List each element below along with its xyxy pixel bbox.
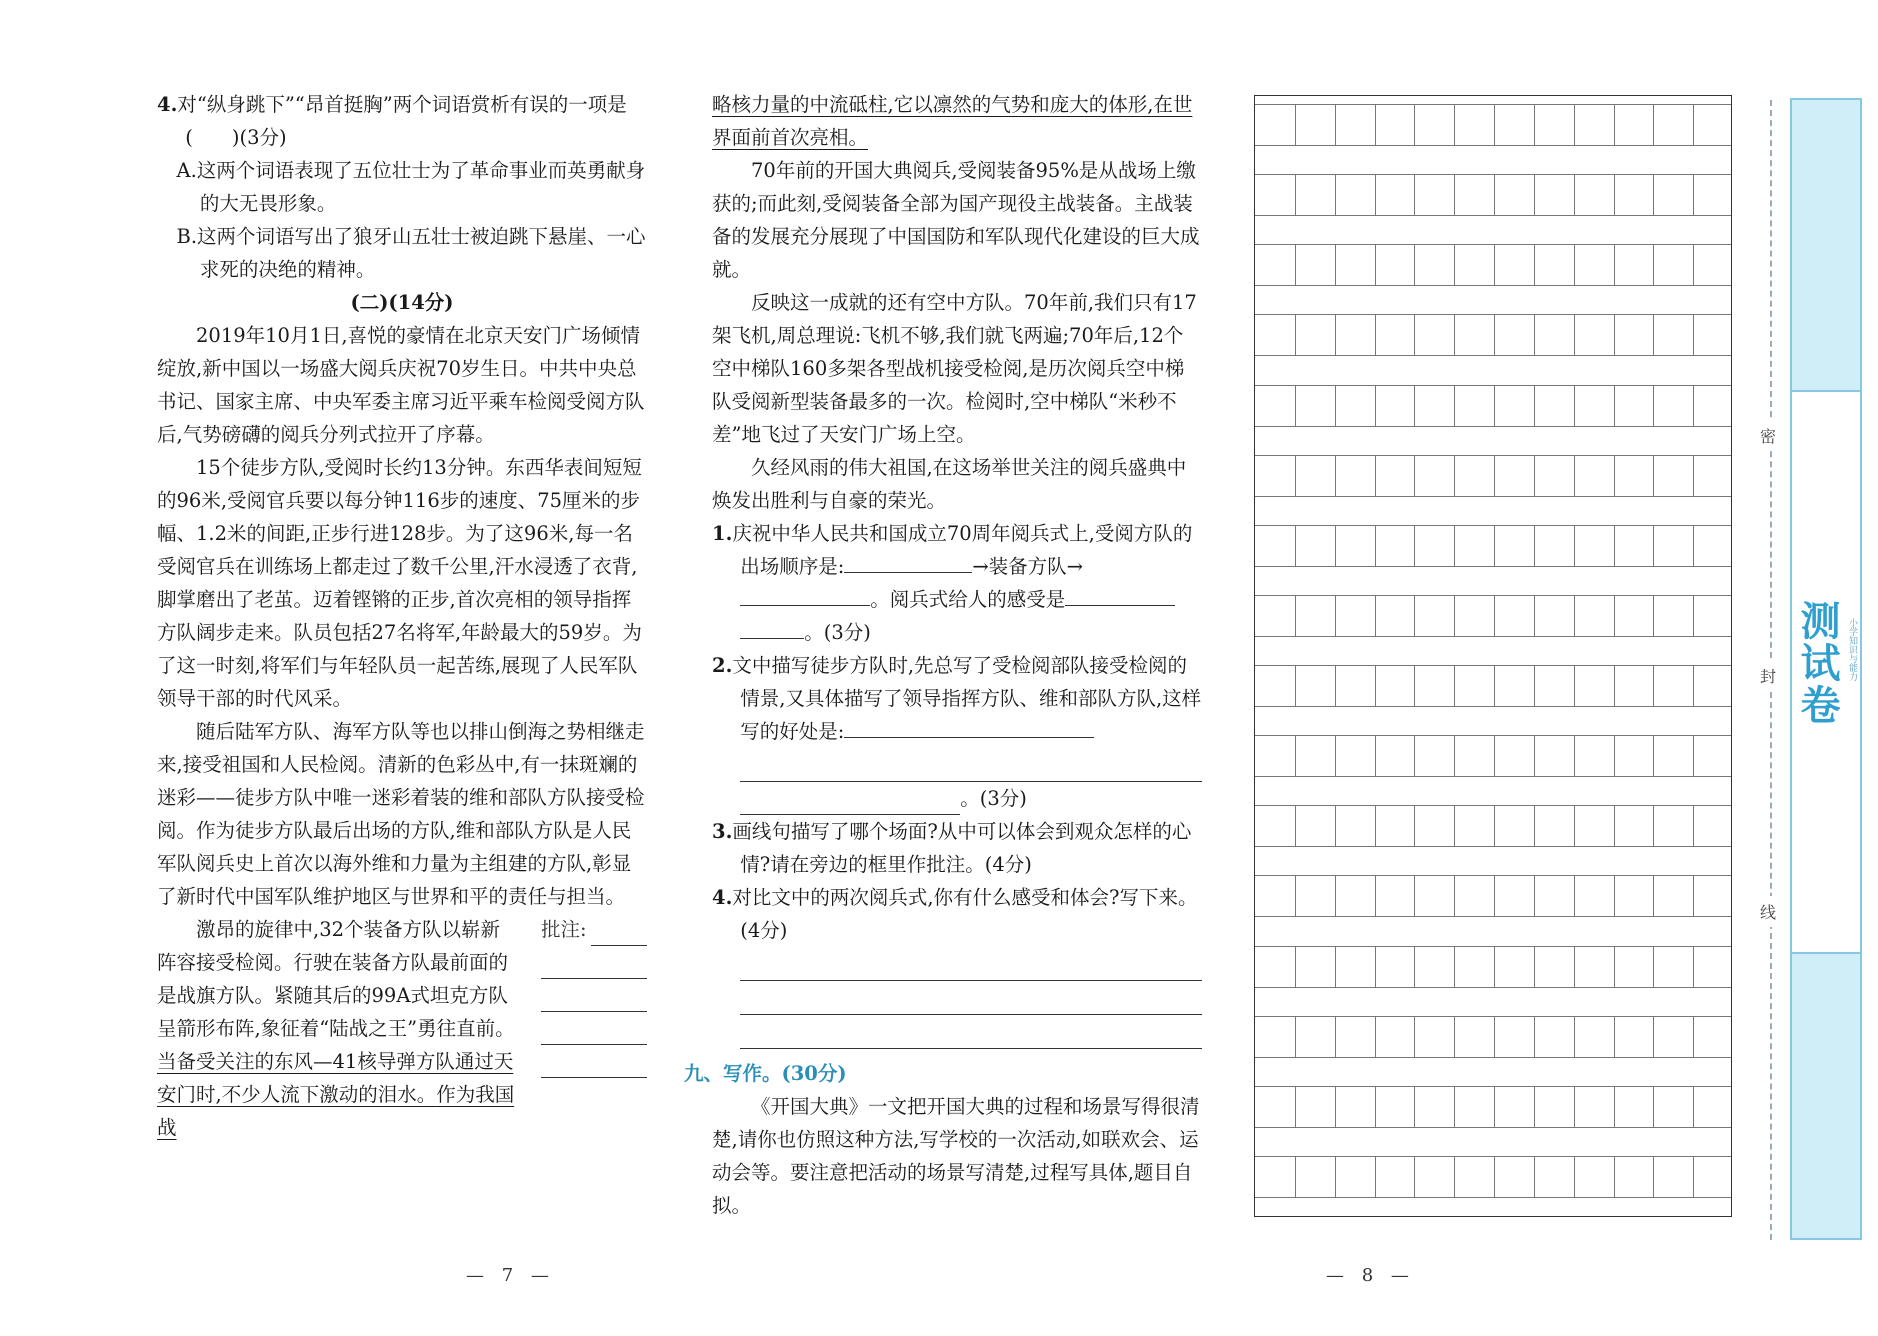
- grid-cell-divider: [1414, 596, 1415, 636]
- grid-cell-divider: [1614, 456, 1615, 496]
- grid-cell-divider: [1653, 1157, 1654, 1197]
- grid-cell-divider: [1295, 386, 1296, 426]
- grid-cell-divider: [1653, 806, 1654, 846]
- grid-cell-divider: [1653, 245, 1654, 285]
- grid-cell-divider: [1375, 876, 1376, 916]
- grid-cell-divider: [1454, 806, 1455, 846]
- grid-cell-divider: [1494, 245, 1495, 285]
- grid-cell-divider: [1693, 947, 1694, 987]
- annotation-line[interactable]: [541, 979, 647, 1012]
- grid-cell-divider: [1335, 736, 1336, 776]
- grid-row: [1255, 104, 1731, 146]
- question-2: [712, 649, 1202, 748]
- grid-cell-divider: [1295, 1017, 1296, 1057]
- grid-cell-divider: [1454, 105, 1455, 145]
- grid-cell-divider: [1295, 526, 1296, 566]
- grid-cell-divider: [1534, 876, 1535, 916]
- question-3-text: 画线句描写了哪个场面?从中可以体会到观众怎样的心情?请在旁边的框里作批注。(4分): [732, 820, 1192, 876]
- grid-cell-divider: [1574, 736, 1575, 776]
- answer-blank[interactable]: [740, 583, 870, 606]
- grid-row: [1255, 665, 1731, 707]
- answer-line[interactable]: [740, 981, 1202, 1015]
- grid-cell-divider: [1375, 806, 1376, 846]
- question-1: [712, 517, 1202, 649]
- grid-cell-divider: [1454, 1017, 1455, 1057]
- grid-cell-divider: [1494, 526, 1495, 566]
- underlined-sentence: 当备受关注的东风—41核导弹方队通过天安门时,不少人流下激动的泪水。: [157, 1050, 514, 1106]
- binding-char-envelope: 封: [1760, 660, 1776, 691]
- grid-cell-divider: [1614, 105, 1615, 145]
- grid-cell-divider: [1653, 947, 1654, 987]
- grid-cell-divider: [1693, 245, 1694, 285]
- grid-cell-divider: [1534, 1017, 1535, 1057]
- grid-cell-divider: [1375, 105, 1376, 145]
- grid-cell-divider: [1693, 666, 1694, 706]
- option-a: A.这两个词语表现了五位壮士为了革命事业而英勇献身的大无畏形象。: [176, 159, 646, 215]
- grid-cell-divider: [1614, 175, 1615, 215]
- grid-row: [1255, 385, 1731, 427]
- grid-cell-divider: [1614, 1157, 1615, 1197]
- question-2-number: 2.: [712, 654, 733, 677]
- grid-row: [1255, 1156, 1731, 1198]
- passage-paragraph-7: 久经风雨的伟大祖国,在这场举世关注的阅兵盛典中焕发出胜利与自豪的荣光。: [712, 456, 1187, 512]
- grid-cell-divider: [1335, 526, 1336, 566]
- grid-cell-divider: [1653, 1017, 1654, 1057]
- grid-cell-divider: [1574, 666, 1575, 706]
- grid-cell-divider: [1534, 666, 1535, 706]
- grid-cell-divider: [1414, 1087, 1415, 1127]
- grid-cell-divider: [1574, 806, 1575, 846]
- grid-cell-divider: [1614, 526, 1615, 566]
- grid-cell-divider: [1295, 105, 1296, 145]
- question-1-number: 1.: [712, 522, 733, 545]
- section-2-heading: (二)(14分): [350, 291, 454, 314]
- grid-cell-divider: [1335, 1157, 1336, 1197]
- grid-cell-divider: [1614, 1017, 1615, 1057]
- grid-cell-divider: [1375, 1157, 1376, 1197]
- grid-cell-divider: [1494, 666, 1495, 706]
- grid-cell-divider: [1375, 736, 1376, 776]
- grid-cell-divider: [1375, 1087, 1376, 1127]
- grid-cell-divider: [1534, 596, 1535, 636]
- grid-cell-divider: [1335, 245, 1336, 285]
- grid-row: [1255, 735, 1731, 777]
- grid-cell-divider: [1693, 315, 1694, 355]
- grid-cell-divider: [1454, 1087, 1455, 1127]
- grid-cell-divider: [1375, 666, 1376, 706]
- grid-cell-divider: [1375, 315, 1376, 355]
- grid-cell-divider: [1494, 736, 1495, 776]
- grid-cell-divider: [1335, 175, 1336, 215]
- option-b: B.这两个词语写出了狼牙山五壮士被迫跳下悬崖、一心求死的决绝的精神。: [176, 225, 646, 281]
- grid-cell-divider: [1534, 947, 1535, 987]
- question-4-stem: [157, 88, 647, 154]
- grid-cell-divider: [1574, 526, 1575, 566]
- grid-cell-divider: [1534, 105, 1535, 145]
- grid-cell-divider: [1375, 526, 1376, 566]
- grid-cell-divider: [1414, 105, 1415, 145]
- grid-cell-divider: [1295, 1157, 1296, 1197]
- grid-cell-divider: [1454, 1157, 1455, 1197]
- grid-cell-divider: [1653, 1087, 1654, 1127]
- grid-cell-divider: [1574, 245, 1575, 285]
- grid-cell-divider: [1414, 315, 1415, 355]
- binding-char-line: 线: [1760, 896, 1776, 927]
- grid-cell-divider: [1414, 1157, 1415, 1197]
- underlined-sentence-continued: 略核力量的中流砥柱,它以凛然的气势和庞大的体形,在世界面前首次亮相。: [712, 93, 1193, 149]
- grid-cell-divider: [1574, 1157, 1575, 1197]
- passage-paragraph-1: 2019年10月1日,喜悦的豪情在北京天安门广场倾情绽放,新中国以一场盛大阅兵庆祝70岁生日。中共中央总书记、国家主席、中央军委主席习近平乘车检阅受阅方队后,气势磅礴的阅兵分列式拉开了序幕。: [157, 324, 645, 446]
- answer-blank[interactable]: [844, 715, 1094, 738]
- question-4-text: 对“纵身跳下”“昂首挺胸”两个词语赏析有误的一项是( )(3分): [177, 93, 627, 149]
- question-4: [712, 881, 1202, 947]
- grid-cell-divider: [1414, 526, 1415, 566]
- grid-cell-divider: [1375, 947, 1376, 987]
- grid-row: [1255, 1086, 1731, 1128]
- passage-paragraph-2: 15个徒步方队,受阅时长约13分钟。东西华表间短短的96米,受阅官兵要以每分钟116步的速度、75厘米的步幅、1.2米的间距,正步行进128步。为了这96米,每一名受阅官兵在训练场上都走过了数千公里,汗水浸透了衣背,脚掌磨出了老茧。迈着铿锵的正步,首次亮相的领导指挥方队阔步走来。队员包括27名将军,年龄最大的59岁。为了这一时刻,将军们与年轻队员一起苦练,展现了人民军队领导干部的时代风采。: [157, 456, 642, 710]
- grid-cell-divider: [1653, 456, 1654, 496]
- passage-paragraph-6: 反映这一成就的还有空中方队。70年前,我们只有17架飞机,周总理说:飞机不够,我们就飞两遍;70年后,12个空中梯队160多架各型战机接受检阅,是历次阅兵空中梯队受阅新型装备最多的一次。检阅时,空中梯队“米秒不差”地飞过了天安门广场上空。: [712, 291, 1197, 446]
- grid-row: [1255, 455, 1731, 497]
- grid-cell-divider: [1454, 596, 1455, 636]
- grid-cell-divider: [1653, 386, 1654, 426]
- grid-cell-divider: [1614, 315, 1615, 355]
- grid-cell-divider: [1534, 806, 1535, 846]
- test-paper-title: 测试卷: [1794, 600, 1840, 726]
- grid-cell-divider: [1653, 175, 1654, 215]
- left-column: [157, 88, 647, 1144]
- writing-grid[interactable]: [1254, 95, 1732, 1217]
- grid-cell-divider: [1335, 666, 1336, 706]
- grid-cell-divider: [1494, 1087, 1495, 1127]
- grid-cell-divider: [1653, 666, 1654, 706]
- section-9-heading: 九、写作。(30分): [684, 1062, 847, 1085]
- grid-cell-divider: [1295, 876, 1296, 916]
- grid-cell-divider: [1653, 736, 1654, 776]
- answer-line[interactable]: [740, 947, 1202, 981]
- grid-cell-divider: [1414, 386, 1415, 426]
- question-3: [712, 815, 1202, 881]
- question-2-end: 。(3分): [960, 787, 1027, 810]
- grid-cell-divider: [1614, 386, 1615, 426]
- grid-cell-divider: [1414, 666, 1415, 706]
- grid-cell-divider: [1414, 456, 1415, 496]
- grid-cell-divider: [1693, 456, 1694, 496]
- middle-column: [684, 88, 1202, 1222]
- grid-cell-divider: [1534, 1087, 1535, 1127]
- grid-cell-divider: [1693, 175, 1694, 215]
- grid-cell-divider: [1335, 947, 1336, 987]
- grid-cell-divider: [1494, 175, 1495, 215]
- grid-cell-divider: [1375, 175, 1376, 215]
- grid-cell-divider: [1653, 876, 1654, 916]
- grid-cell-divider: [1574, 456, 1575, 496]
- grid-row: [1255, 1016, 1731, 1058]
- question-1-text-b: →装备方队→: [972, 555, 1084, 578]
- grid-cell-divider: [1574, 386, 1575, 426]
- grid-cell-divider: [1295, 1087, 1296, 1127]
- grid-cell-divider: [1574, 876, 1575, 916]
- grid-cell-divider: [1693, 806, 1694, 846]
- answer-blank[interactable]: [740, 616, 804, 639]
- grid-cell-divider: [1414, 1017, 1415, 1057]
- grid-cell-divider: [1454, 175, 1455, 215]
- annotation-label: 批注:: [541, 918, 587, 941]
- grid-cell-divider: [1614, 1087, 1615, 1127]
- question-3-number: 3.: [712, 820, 733, 843]
- annotation-box: [517, 913, 647, 1144]
- answer-line[interactable]: [740, 1015, 1202, 1049]
- grid-cell-divider: [1693, 1017, 1694, 1057]
- writing-prompt: 《开国大典》一文把开国大典的过程和场景写得很清楚,请你也仿照这种方法,写学校的一次活动,如联欢会、运动会等。要注意把活动的场景写清楚,过程写具体,题目自拟。: [712, 1095, 1200, 1217]
- grid-cell-divider: [1414, 876, 1415, 916]
- grid-cell-divider: [1414, 175, 1415, 215]
- grid-cell-divider: [1653, 105, 1654, 145]
- annotation-line[interactable]: [591, 923, 647, 946]
- grid-row: [1255, 595, 1731, 637]
- grid-cell-divider: [1534, 386, 1535, 426]
- question-1-text-d: 。(3分): [804, 621, 871, 644]
- grid-cell-divider: [1414, 947, 1415, 987]
- grid-cell-divider: [1335, 596, 1336, 636]
- grid-row: [1255, 314, 1731, 356]
- grid-cell-divider: [1574, 175, 1575, 215]
- grid-cell-divider: [1534, 736, 1535, 776]
- grid-cell-divider: [1693, 876, 1694, 916]
- grid-cell-divider: [1375, 596, 1376, 636]
- grid-cell-divider: [1614, 666, 1615, 706]
- test-paper-subtitle: 小学知识与能力: [1847, 618, 1857, 681]
- annotation-paragraph: [157, 913, 647, 1144]
- answer-line[interactable]: [740, 792, 960, 815]
- grid-cell-divider: [1574, 1017, 1575, 1057]
- grid-cell-divider: [1534, 456, 1535, 496]
- grid-cell-divider: [1574, 596, 1575, 636]
- grid-cell-divider: [1454, 666, 1455, 706]
- grid-cell-divider: [1454, 245, 1455, 285]
- grid-cell-divider: [1295, 245, 1296, 285]
- grid-cell-divider: [1375, 245, 1376, 285]
- grid-cell-divider: [1693, 105, 1694, 145]
- grid-cell-divider: [1454, 736, 1455, 776]
- grid-cell-divider: [1414, 736, 1415, 776]
- grid-cell-divider: [1574, 315, 1575, 355]
- grid-cell-divider: [1614, 806, 1615, 846]
- question-4-answer-lines: [712, 947, 1202, 1049]
- grid-cell-divider: [1653, 596, 1654, 636]
- passage-paragraph-3: 随后陆军方队、海军方队等也以排山倒海之势相继走来,接受祖国和人民检阅。清新的色彩丛中,有一抹斑斓的迷彩——徒步方队中唯一迷彩着装的维和部队方队接受检阅。作为徒步方队最后出场的方队,维和部队方队是人民军队阅兵史上首次以海外维和力量为主组建的方队,彰显了新时代中国军队维护地区与世界和平的责任与担当。: [157, 720, 645, 908]
- grid-cell-divider: [1494, 876, 1495, 916]
- grid-cell-divider: [1534, 526, 1535, 566]
- answer-blank[interactable]: [844, 550, 972, 573]
- grid-cell-divider: [1414, 806, 1415, 846]
- grid-cell-divider: [1335, 1017, 1336, 1057]
- grid-cell-divider: [1653, 315, 1654, 355]
- grid-cell-divider: [1534, 175, 1535, 215]
- grid-cell-divider: [1335, 456, 1336, 496]
- question-4-number: 4.: [712, 886, 733, 909]
- grid-row: [1255, 244, 1731, 286]
- grid-cell-divider: [1494, 315, 1495, 355]
- page-number-left: — 7 —: [466, 1265, 555, 1286]
- grid-row: [1255, 946, 1731, 988]
- grid-cell-divider: [1534, 1157, 1535, 1197]
- paragraph-4-text: 激昂的旋律中,32个装备方队以崭新阵容接受检阅。行驶在装备方队最前面的是战旗方队。紧随其后的99A式坦克方队呈箭形布阵,象征着“陆战之王”勇往直前。: [157, 918, 515, 1040]
- grid-cell-divider: [1574, 105, 1575, 145]
- grid-cell-divider: [1295, 806, 1296, 846]
- grid-cell-divider: [1414, 245, 1415, 285]
- grid-cell-divider: [1614, 947, 1615, 987]
- grid-cell-divider: [1693, 526, 1694, 566]
- answer-blank[interactable]: [1065, 583, 1175, 606]
- grid-cell-divider: [1335, 315, 1336, 355]
- grid-row: [1255, 174, 1731, 216]
- grid-cell-divider: [1494, 1017, 1495, 1057]
- grid-cell-divider: [1574, 1087, 1575, 1127]
- grid-cell-divider: [1534, 245, 1535, 285]
- grid-cell-divider: [1295, 175, 1296, 215]
- question-2-answer-lines: [712, 748, 1202, 815]
- grid-cell-divider: [1614, 876, 1615, 916]
- grid-cell-divider: [1693, 386, 1694, 426]
- grid-cell-divider: [1295, 456, 1296, 496]
- question-1-text-c: 。阅兵式给人的感受是: [870, 588, 1066, 611]
- grid-cell-divider: [1375, 386, 1376, 426]
- grid-cell-divider: [1494, 456, 1495, 496]
- grid-cell-divider: [1335, 386, 1336, 426]
- grid-cell-divider: [1295, 315, 1296, 355]
- grid-cell-divider: [1295, 666, 1296, 706]
- grid-cell-divider: [1335, 1087, 1336, 1127]
- grid-cell-divider: [1614, 596, 1615, 636]
- question-1-text-a: 庆祝中华人民共和国成立70周年阅兵式上,受阅方队的出场顺序是:: [732, 522, 1193, 578]
- grid-cell-divider: [1335, 806, 1336, 846]
- grid-cell-divider: [1295, 596, 1296, 636]
- grid-cell-divider: [1693, 596, 1694, 636]
- grid-cell-divider: [1534, 315, 1535, 355]
- passage-paragraph-4: [157, 913, 517, 1144]
- grid-cell-divider: [1574, 947, 1575, 987]
- question-4-number: 4.: [157, 93, 178, 116]
- annotation-line[interactable]: [541, 1012, 647, 1045]
- answer-line[interactable]: [740, 748, 1202, 782]
- grid-cell-divider: [1693, 1087, 1694, 1127]
- grid-cell-divider: [1614, 736, 1615, 776]
- grid-cell-divider: [1653, 526, 1654, 566]
- grid-cell-divider: [1454, 386, 1455, 426]
- annotation-line[interactable]: [541, 946, 647, 979]
- grid-cell-divider: [1454, 456, 1455, 496]
- page-number-right: — 8 —: [1326, 1265, 1415, 1286]
- grid-cell-divider: [1375, 456, 1376, 496]
- question-4-text: 对比文中的两次阅兵式,你有什么感受和体会?写下来。(4分): [732, 886, 1198, 942]
- underlined-sentence-tail: 作为我国战: [157, 1083, 515, 1139]
- grid-cell-divider: [1614, 245, 1615, 285]
- grid-cell-divider: [1375, 1017, 1376, 1057]
- grid-cell-divider: [1295, 947, 1296, 987]
- grid-cell-divider: [1494, 386, 1495, 426]
- grid-cell-divider: [1494, 105, 1495, 145]
- grid-row: [1255, 525, 1731, 567]
- grid-cell-divider: [1454, 876, 1455, 916]
- grid-cell-divider: [1454, 526, 1455, 566]
- annotation-line[interactable]: [541, 1045, 647, 1078]
- grid-cell-divider: [1494, 596, 1495, 636]
- question-2-text: 文中描写徒步方队时,先总写了受检阅部队接受检阅的情景,又具体描写了领导指挥方队、维和部队方队,这样写的好处是:: [732, 654, 1202, 743]
- grid-row: [1255, 805, 1731, 847]
- grid-cell-divider: [1693, 1157, 1694, 1197]
- grid-cell-divider: [1693, 736, 1694, 776]
- grid-cell-divider: [1295, 736, 1296, 776]
- passage-paragraph-5: 70年前的开国大典阅兵,受阅装备95%是从战场上缴获的;而此刻,受阅装备全部为国产现役主战装备。主战装备的发展充分展现了中国国防和军队现代化建设的巨大成就。: [712, 159, 1200, 281]
- grid-cell-divider: [1494, 1157, 1495, 1197]
- grid-cell-divider: [1454, 947, 1455, 987]
- grid-cell-divider: [1335, 876, 1336, 916]
- grid-cell-divider: [1454, 315, 1455, 355]
- grid-row: [1255, 875, 1731, 917]
- binding-char-seal: 密: [1760, 420, 1776, 451]
- grid-cell-divider: [1494, 947, 1495, 987]
- grid-cell-divider: [1494, 806, 1495, 846]
- grid-cell-divider: [1335, 105, 1336, 145]
